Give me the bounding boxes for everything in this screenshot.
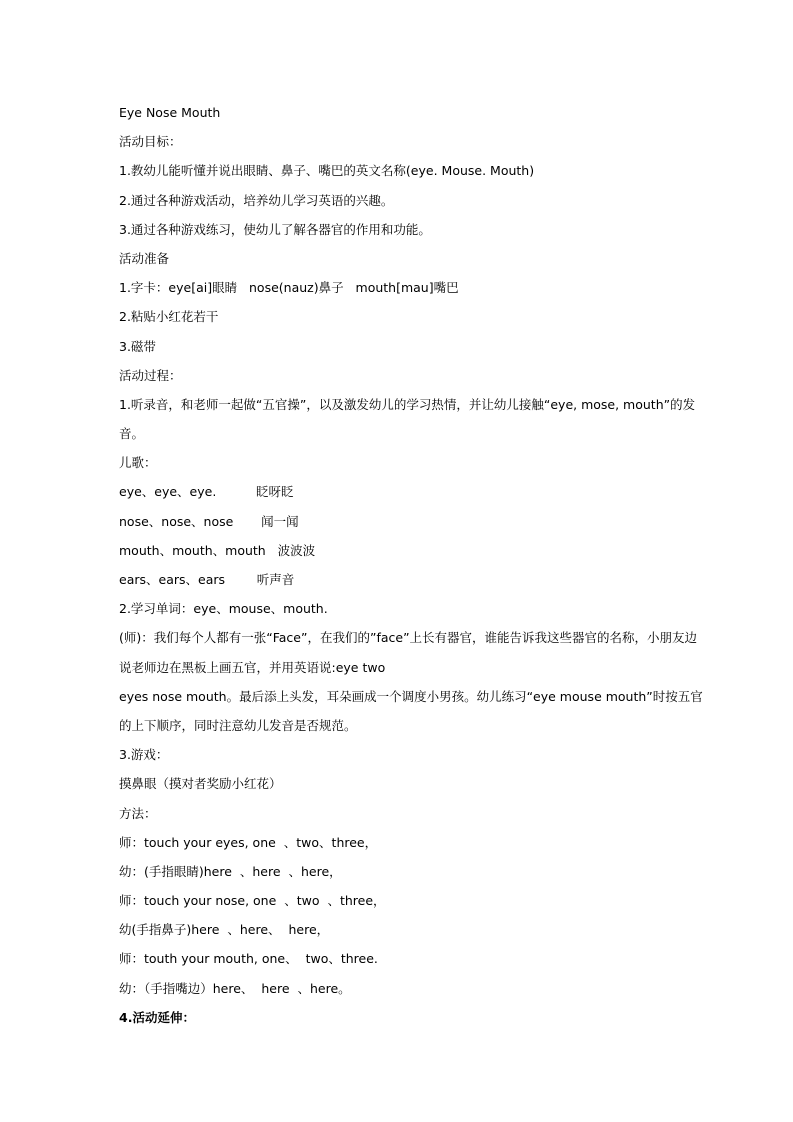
dialogue-line-1: 师：touch your eyes, one 、two、three，: [119, 834, 378, 850]
process-step-2: 2.学习单词：eye、mouse、mouth.: [119, 601, 328, 617]
dialogue-line-4: 幼(手指鼻子)here 、here、 here，: [119, 922, 330, 938]
rhyme-heading: 儿歌：: [119, 455, 157, 471]
game-title: 摸鼻眼（摸对者奖励小红花）: [119, 776, 282, 792]
process-step-1-continued: 音。: [119, 426, 145, 442]
rhyme-line-mouth: mouth、mouth、mouth 波波波: [119, 542, 316, 558]
preparation-item-3: 3.磁带: [119, 338, 156, 354]
preparation-item-1: 1.字卡：eye[ai]眼睛 nose(nauz)鼻子 mouth[mau]嘴巴: [119, 280, 459, 296]
section-heading-goals: 活动目标：: [119, 134, 182, 150]
section-heading-preparation: 活动准备: [119, 250, 170, 266]
method-heading: 方法：: [119, 805, 157, 821]
document-title: Eye Nose Mouth: [119, 105, 221, 120]
section-heading-process: 活动过程：: [119, 367, 182, 383]
process-step-3: 3.游戏：: [119, 747, 169, 763]
dialogue-line-2: 幼：(手指眼睛)here 、here 、here，: [119, 863, 342, 879]
dialogue-line-6: 幼：（手指嘴边）here、 here 、here。: [119, 980, 351, 996]
dialogue-line-3: 师：touch your nose, one 、two 、three，: [119, 893, 386, 909]
process-step-1: 1.听录音，和老师一起做“五官操”，以及激发幼儿的学习热情，并让幼儿接触“eye, mose, mouth”的发: [119, 396, 696, 412]
rhyme-line-ears: ears、ears、ears 听声音: [119, 572, 295, 587]
teacher-paragraph-line-4: 的上下顺序，同时注意幼儿发音是否规范。: [119, 717, 357, 733]
preparation-item-2: 2.粘贴小红花若干: [119, 309, 219, 325]
goal-item-1: 1.教幼儿能听懂并说出眼睛、鼻子、嘴巴的英文名称(eye. Mouse. Mouth): [119, 163, 535, 179]
process-step-4: 4.活动延伸：: [119, 1009, 195, 1025]
goal-item-2: 2.通过各种游戏活动，培养幼儿学习英语的兴趣。: [119, 192, 394, 208]
teacher-paragraph-line-3: eyes nose mouth。最后添上头发，耳朵画成一个调度小男孩。幼儿练习“eye mouse mouth”时按五官: [119, 688, 703, 704]
rhyme-line-nose: nose、nose、nose 闻一闻: [119, 513, 299, 529]
goal-item-3: 3.通过各种游戏练习，使幼儿了解各器官的作用和功能。: [119, 221, 431, 237]
teacher-paragraph-line-1: (师)：我们每个人都有一张“Face”，在我们的”face”上长有器官，谁能告诉我这些器官的名称，小朋友边: [119, 630, 698, 646]
rhyme-line-eye: eye、eye、eye. 眨呀眨: [119, 484, 294, 500]
teacher-paragraph-line-2: 说老师边在黑板上画五官，并用英语说:eye two: [119, 659, 386, 675]
dialogue-line-5: 师：touth your mouth, one、 two、three.: [119, 951, 378, 967]
document-body: [119, 98, 703, 1032]
